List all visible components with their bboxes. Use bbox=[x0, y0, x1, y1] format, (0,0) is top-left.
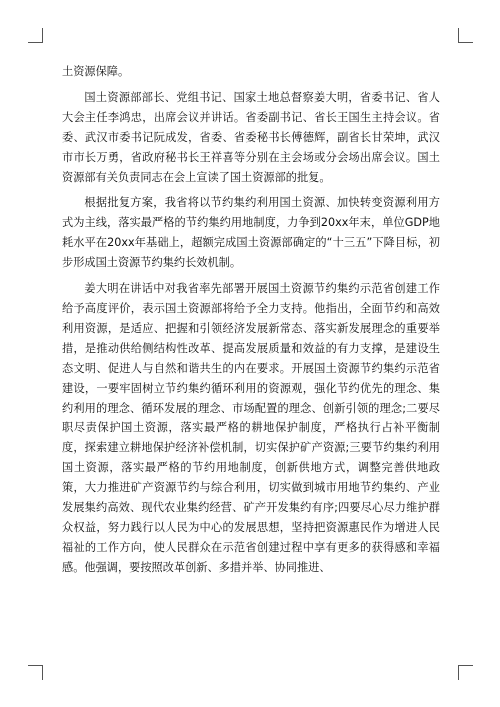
paragraph-1: 土资源保障。 bbox=[62, 65, 130, 78]
crop-mark-bottom-left bbox=[28, 665, 43, 680]
crop-mark-top-right bbox=[458, 28, 473, 43]
paragraph-4: 姜大明在讲话中对我省率先部署开展国土资源节约集约示范省创建工作给予高度评价，表示国土资源部将给予全力支持。他指出，全面节约和高效利用资源，是适应、把握和引领经济发展新常态、落实新发展理念的重要举措，是推动供给侧结构性改革、提高发展质量和效益的有力支撑，是建设生态文明、促进人与自然和谐共生的内在要求。开展国土资源节约集约示范省建设，一要牢固树立节约集约循环利用的资源观，强化节约优先的理念、集约利用的理念、循环发展的理念、市场配置的理念、创新引领的理念;二要尽职尽责保护国土资源，落实最严格的耕地保护制度，严格执行占补平衡制度，探索建立耕地保护经济补偿机制，切实保护矿产资源;三要节约集约利用国土资源，落实最严格的节约用地制度，创新供地方式，调整完善供地政策，大力推进矿产资源节约与综合利用，切实做到城市用地节约集约、产业发展集约高效、现代农业集约经营、矿产开发集约有序;四要尽心尽力维护群众权益，努力践行以人民为中心的发展思想，坚持把资源惠民作为增进人民福祉的工作方向，使人民群众在示范省创建过程中享有更多的获得感和幸福感。他强调，要按照改革创新、多措并举、协同推进、 bbox=[62, 282, 440, 574]
paragraph-3: 根据批复方案，我省将以节约集约利用国土资源、加快转变资源利用方式为主线，落实最严格的节约集约用地制度，力争到20xx年末，单位GDP地耗水平在20xx年基础上，超额完成国土资源部确定的“十三五”下降目标，初步形成国土资源节约集约长效机制。 bbox=[62, 196, 440, 270]
crop-mark-top-left bbox=[28, 28, 43, 43]
paragraph-2: 国土资源部部长、党组书记、国家土地总督察姜大明，省委书记、省人大会主任李鸿忠，出席会议并讲话。省委副书记、省长王国生主持会议。省委、武汉市委书记阮成发，省委、省委秘书长傅德辉，副省长甘荣坤，武汉市市长万勇，省政府秘书长王祥喜等分别在主会场或分会场出席会议。国土资源部有关负责同志在会上宣读了国土资源部的批复。 bbox=[62, 90, 440, 184]
document-body bbox=[62, 62, 440, 578]
crop-mark-bottom-right bbox=[458, 665, 473, 680]
